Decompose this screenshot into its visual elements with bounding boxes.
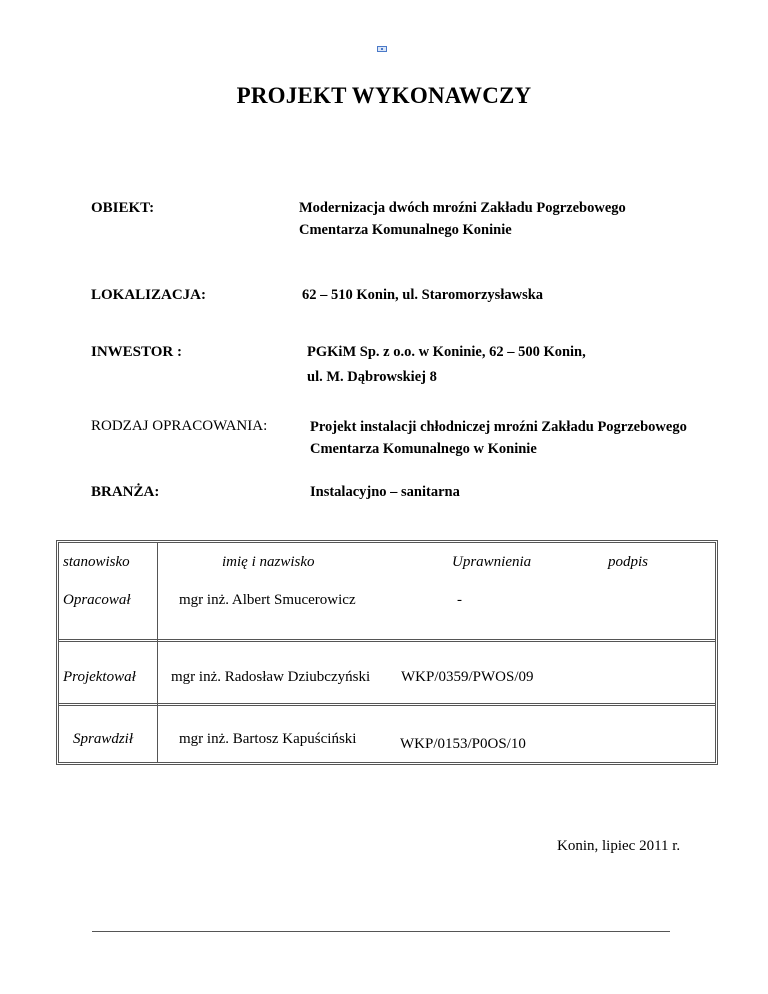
row2-name: mgr inż. Radosław Dziubczyński — [171, 669, 371, 685]
lokalizacja-value: 62 – 510 Konin, ul. Staromorzysławska — [302, 287, 544, 303]
document-title: PROJEKT WYKONAWCZY — [236, 83, 532, 108]
header-uprawnienia: Uprawnienia — [452, 554, 532, 570]
anchor-marker-icon — [377, 46, 387, 52]
row3-role: Sprawdził — [73, 731, 134, 747]
obiekt-label: OBIEKT: — [91, 200, 155, 216]
branza-label: BRANŻA: — [91, 484, 160, 500]
branza-value: Instalacyjno – sanitarna — [310, 484, 460, 500]
lokalizacja-label: LOKALIZACJA: — [91, 287, 207, 303]
signature-table — [56, 540, 718, 765]
obiekt-value-line1: Modernizacja dwóch mroźni Zakładu Pogrzebowego — [299, 200, 626, 216]
inwestor-value-line2: ul. M. Dąbrowskiej 8 — [307, 369, 437, 385]
table-column-divider — [157, 543, 158, 762]
table-row-divider — [59, 639, 715, 642]
obiekt-value-line2: Cmentarza Komunalnego Koninie — [299, 222, 512, 238]
row1-license: - — [457, 592, 462, 608]
row1-name: mgr inż. Albert Smucerowicz — [179, 592, 356, 608]
place-date: Konin, lipiec 2011 r. — [557, 838, 681, 854]
rodzaj-value-line1: Projekt instalacji chłodniczej mroźni Zakładu Pogrzebowego — [310, 419, 687, 435]
rodzaj-value-line2: Cmentarza Komunalnego w Koninie — [310, 441, 537, 457]
table-row-divider — [59, 703, 715, 706]
row2-license: WKP/0359/PWOS/09 — [401, 669, 534, 685]
row2-role: Projektował — [63, 669, 136, 685]
inwestor-value-line1: PGKiM Sp. z o.o. w Koninie, 62 – 500 Konin, — [307, 344, 586, 360]
inwestor-label: INWESTOR : — [91, 344, 182, 360]
rodzaj-label: RODZAJ OPRACOWANIA: — [91, 418, 268, 434]
header-imie-nazwisko: imię i nazwisko — [222, 554, 315, 570]
header-podpis: podpis — [608, 554, 649, 570]
footer-rule — [92, 931, 670, 932]
header-stanowisko: stanowisko — [63, 554, 130, 570]
row3-name: mgr inż. Bartosz Kapuściński — [179, 731, 357, 747]
row1-role: Opracował — [63, 592, 131, 608]
row3-license: WKP/0153/P0OS/10 — [400, 736, 526, 752]
